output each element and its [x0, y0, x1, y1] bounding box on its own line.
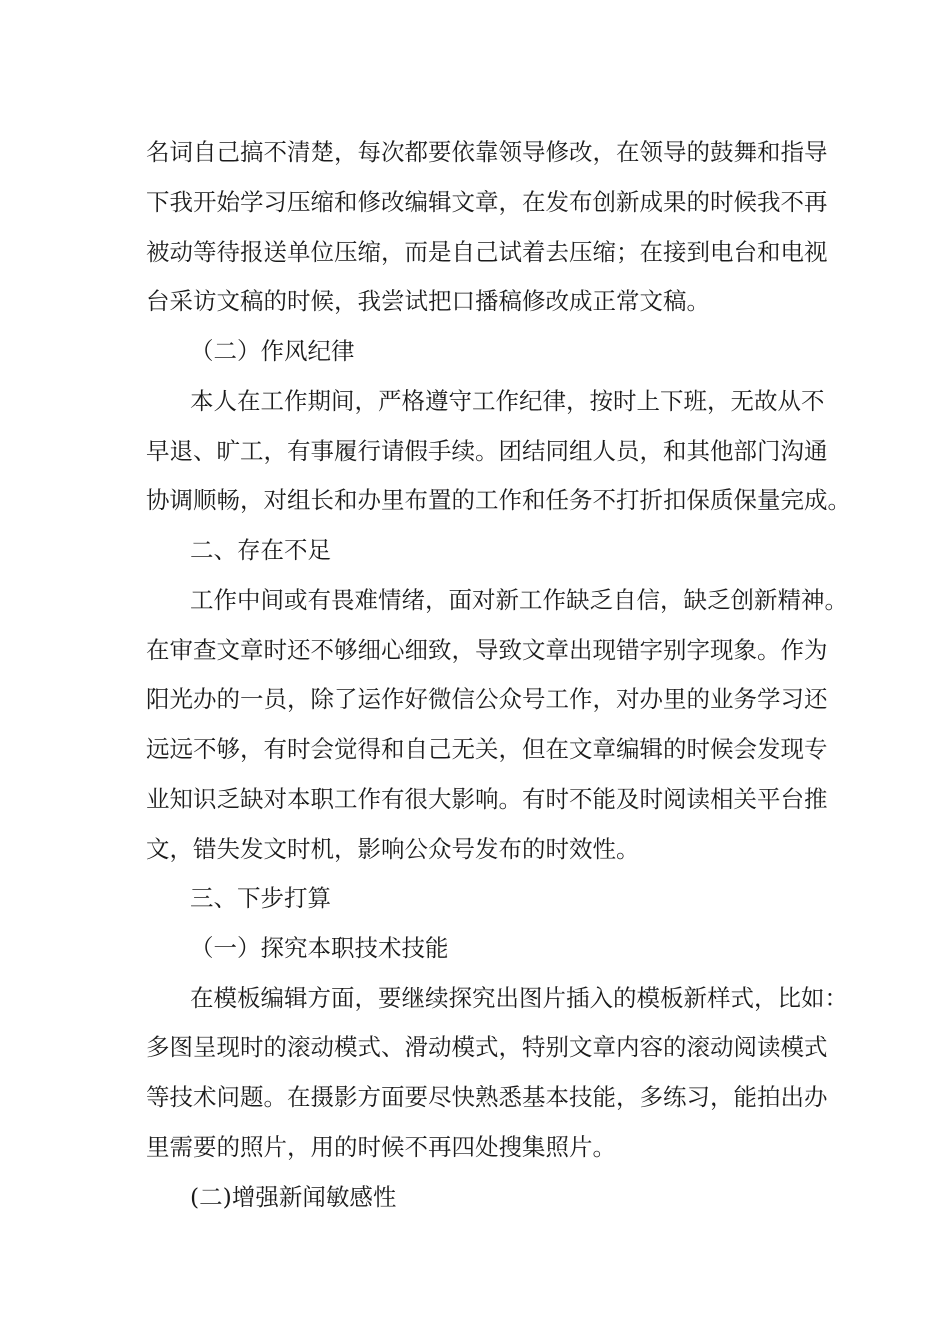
body-text-line: 本人在工作期间，严格遵守工作纪律，按时上下班，无故从不 [190, 387, 825, 415]
section-heading: （二）作风纪律 [190, 337, 355, 365]
body-text-line: 文，错失发文时机，影响公众号发布的时效性。 [146, 835, 640, 863]
body-text-line: 阳光办的一员，除了运作好微信公众号工作，对办里的业务学习还 [146, 685, 828, 713]
body-text-line: 远远不够，有时会觉得和自己无关，但在文章编辑的时候会发现专 [146, 735, 828, 763]
body-text-line: 台采访文稿的时候，我尝试把口播稿修改成正常文稿。 [146, 287, 710, 315]
body-text-line: 被动等待报送单位压缩，而是自己试着去压缩；在接到电台和电视 [146, 238, 828, 266]
section-heading: （一）探究本职技术技能 [190, 934, 449, 962]
body-text-line: 名词自己搞不清楚，每次都要依靠领导修改，在领导的鼓舞和指导 [146, 138, 828, 166]
body-text-line: 等技术问题。在摄影方面要尽快熟悉基本技能，多练习，能拍出办 [146, 1083, 828, 1111]
body-text-line: 工作中间或有畏难情绪，面对新工作缺乏自信，缺乏创新精神。 [190, 586, 848, 614]
body-text-line: 协调顺畅，对组长和办里布置的工作和任务不打折扣保质保量完成。 [146, 486, 851, 514]
body-text-line: 早退、旷工，有事履行请假手续。团结同组人员，和其他部门沟通 [146, 437, 828, 465]
body-text-line: 业知识乏缺对本职工作有很大影响。有时不能及时阅读相关平台推 [146, 785, 828, 813]
section-heading: 三、下步打算 [190, 884, 331, 912]
body-text-line: 里需要的照片，用的时候不再四处搜集照片。 [146, 1133, 616, 1161]
section-heading: 二、存在不足 [190, 536, 331, 564]
body-text-line: 下我开始学习压缩和修改编辑文章，在发布创新成果的时候我不再 [146, 188, 828, 216]
section-heading: (二)增强新闻敏感性 [190, 1183, 397, 1211]
body-text-line: 多图呈现时的滚动模式、滑动模式，特别文章内容的滚动阅读模式 [146, 1033, 828, 1061]
body-text-line: 在审查文章时还不够细心细致，导致文章出现错字别字现象。作为 [146, 636, 828, 664]
body-text-line: 在模板编辑方面，要继续探究出图片插入的模板新样式，比如： [190, 984, 848, 1012]
